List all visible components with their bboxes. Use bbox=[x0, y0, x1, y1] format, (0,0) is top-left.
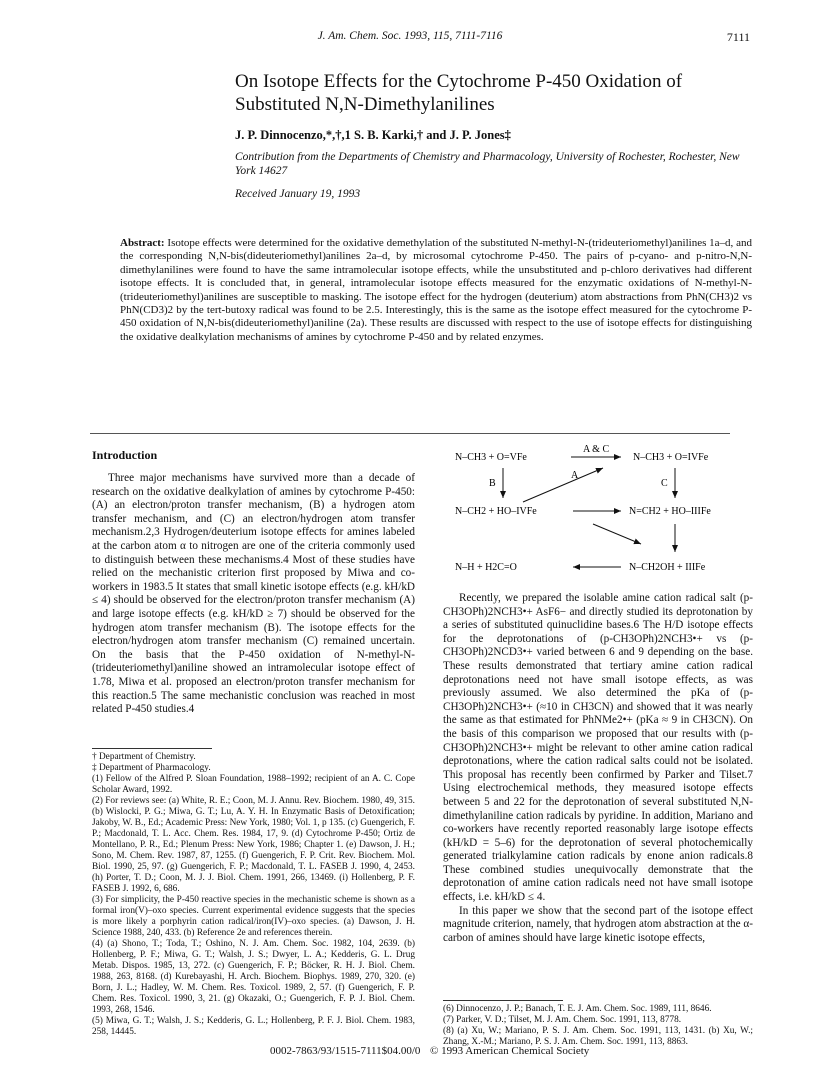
section-divider bbox=[90, 433, 730, 434]
footnotes-right bbox=[443, 1004, 753, 1048]
scheme-arrow-a bbox=[523, 468, 603, 502]
scheme-label-ac: A & C bbox=[583, 444, 610, 455]
footnote: (6) Dinnocenzo, J. P.; Banach, T. E. J. Am. Chem. Soc. 1989, 111, 8646. bbox=[443, 1004, 712, 1014]
footnote: (3) For simplicity, the P-450 reactive species in the mechanistic scheme is shown as a formal iron(V)–oxo species. Current experimental evidence suggests that the species is more likely a porphyrin cation radical/iron(IV)–oxo species. (a) Dawson, J. H. Science 1988, 240, 433. (b) Reference 2e and references therein. bbox=[92, 895, 415, 938]
scheme-arrow-diag bbox=[593, 524, 641, 544]
footnote-divider-left bbox=[92, 748, 212, 749]
abstract-text: Isotope effects were determined for the oxidative demethylation of the substituted N-methyl-N-(trideuteriomethyl)anilines 1a–d, and the corresponding N,N-bis(dideuteriomethyl)anilines 2a–d, by microsomal cytochrome P-450. The pairs of p-cyano- and p-nitro-N,N-dimethylanilines were found to have the same intramolecular isotope effects, while the unsubstituted and p-chloro derivatives had different isotope effects. It is concluded that, in general, intramolecular isotope effects measured for the enzymatic oxidations of N-methyl-N-(trideuteriomethyl)anilines are susceptible to masking. The isotope effect for the hydrogen (deuterium) atom abstractions from PhN(CH3)2 vs PhN(CD3)2 by the tert-butoxy radical was found to be 2.5. Interestingly, this is the same as the isotope effect measured for the cytochrome P-450 oxidation of N,N-bis(dideuteriomethyl)aniline (2a). These results are discussed with respect to the use of isotope effects for distinguishing the oxidative dealkylation mechanisms of amines by cytochrome P-450 and by related enzymes. bbox=[120, 237, 752, 343]
scheme-bottom-right: N–CH2OH + IIIFe bbox=[629, 562, 706, 573]
author-list: J. P. Dinnocenzo,*,†,1 S. B. Karki,† and J. P. Jones‡ bbox=[235, 128, 511, 142]
paragraph: Recently, we prepared the isolable amine cation radical salt (p-CH3OPh)2NCH3•+ AsF6− and directly studied its deprotonation by a series of substituted quinuclidine bases.6 The H/D isotope effects for the deprotonations of (p-CH3OPh)2NCH3•+ vs (p-CH3OPh)2NCD3•+ varied between 6 and 9 depending on the base. These results demonstrated that tertiary amine cation radical deprotonations need not have small isotope effects, as was previously assumed. We also determined the pKa of (p-CH3OPh)2NCH3•+ (≈10 in CH3CN) and showed that it was nearly the same as that estimated for PhNMe2•+ (pKa ≈ 9 in CH3CN). On the basis of this comparison we proposed that our results with (p-CH3OPh)2NCH3•+ might be relevant to other amine cation radical deprotonations, where the cation radical salts could not be isolated. This proposal has recently been confirmed by Parker and Tilset.7 Using electrochemical methods, they measured isotope effects between 5 and 22 for the deprotonation of several substituted N,N-dimethylaniline cation radicals by pyridine. In addition, Mariano and co-workers have recently reported reasonably large isotope effects (kH/kD = 5–6) for the deprotonation of several photochemically generated trialkylamine cation radicals by enone anion radicals.8 These combined studies unequivocally demonstrate that the deprotonation of amine cation radicals need not have small isotope effects, i.e. kH/kD ≤ 4. bbox=[443, 592, 753, 904]
mechanism-scheme bbox=[443, 440, 743, 590]
scheme-bottom-left: N–H + H2C=O bbox=[455, 562, 517, 573]
footnote: (8) (a) Xu, W.; Mariano, P. S. J. Am. Chem. Soc. 1991, 113, 1431. (b) Xu, W.; Zhang, X.-M.; Mariano, P. S. J. Am. Chem. Soc. 1991, 113, 8863. bbox=[443, 1026, 753, 1047]
scheme-mid-left: N–CH2 + HO–IVFe bbox=[455, 506, 537, 517]
footer-code: 0002-7863/93/1515-7111$04.00/0 bbox=[270, 1045, 421, 1057]
footnote: ‡ Department of Pharmacology. bbox=[92, 763, 211, 773]
scheme-label-b: B bbox=[489, 478, 496, 489]
introduction-heading: Introduction bbox=[92, 448, 158, 462]
footnote: (7) Parker, V. D.; Tilset, M. J. Am. Chem. Soc. 1991, 113, 8778. bbox=[443, 1015, 682, 1025]
footer-copyright: © 1993 American Chemical Society bbox=[430, 1045, 590, 1057]
footnote: (2) For reviews see: (a) White, R. E.; Coon, M. J. Annu. Rev. Biochem. 1980, 49, 315. (b) Wislocki, P. G.; Miwa, G. T.; Lu, A. Y. H. In Enzymatic Basis of Detoxification; Jakoby, W. B., Ed.; Academic Press: New York, 1980; Vol. 1, p 135. (c) Guengerich, F. P.; Macdonald, T. L. Acc. Chem. Res. 1984, 17, 9. (d) Cytochrome P-450; Ortiz de Montellano, P. R., Ed.; Plenum Press: New York, 1986; Chapter 1. (e) Dawson, J. H.; Sono, M. Chem. Rev. 1987, 87, 1255. (f) Guengerich, F. P. Crit. Rev. Biochem. Mol. Biol. 1990, 25, 97. (g) Guengerich, F. P.; Macdonald, T. L. FASEB J. 1990, 4, 2453. (h) Porter, T. D.; Coon, M. J. J. Biol. Chem. 1991, 266, 13469. (i) Hollenberg, P. F. FASEB J. 1992, 6, 686. bbox=[92, 796, 415, 894]
scheme-mid-right: N=CH2 + HO–IIIFe bbox=[629, 506, 711, 517]
footnotes-left bbox=[92, 752, 415, 1038]
paragraph: In this paper we show that the second part of the isotope effect magnitude criterion, namely, that hydrogen atom abstraction at the α-carbon of amines should have large kinetic isotope effects, bbox=[443, 904, 753, 944]
footnote: † Department of Chemistry. bbox=[92, 752, 196, 762]
scheme-label-c: C bbox=[661, 478, 668, 489]
footnote: (5) Miwa, G. T.; Walsh, J. S.; Kedderis, G. L.; Hollenberg, P. F. J. Biol. Chem. 1983, 258, 14445. bbox=[92, 1016, 415, 1037]
scheme-top-right: N–CH3 + O=IVFe bbox=[633, 452, 709, 463]
article-title: On Isotope Effects for the Cytochrome P-450 Oxidation of Substituted N,N-Dimethylanilines bbox=[235, 71, 683, 115]
scheme-label-a: A bbox=[571, 470, 579, 481]
abstract bbox=[120, 237, 752, 344]
affiliation: Contribution from the Departments of Chemistry and Pharmacology, University of Rochester, Rochester, New York 14627 bbox=[235, 151, 740, 177]
received-date: Received January 19, 1993 bbox=[235, 188, 361, 200]
running-head: J. Am. Chem. Soc. 1993, 115, 7111-7116 bbox=[317, 30, 503, 42]
introduction-text: Three major mechanisms have survived more than a decade of research on the oxidative dealkylation of amines by cytochrome P-450: (A) an electron/proton transfer mechanism, (B) a hydrogen atom transfer mechanism, and (C) an electron/hydrogen atom transfer mechanism.2,3 Hydrogen/deuterium isotope effects for amines labeled at the carbon atom α to nitrogen are one of the criteria commonly used to distinguish between these mechanisms.4 Most of these studies have relied on the mechanistic criterion first proposed by Miwa and co-workers in 1983.5 It states that small kinetic isotope effects (e.g. kH/kD ≤ 4) should be observed for the electron/proton transfer mechanism (A) and large isotope effects (e.g. kH/kD ≥ 7) should be observed for the hydrogen atom transfer mechanism (B). The isotope effects for the electron/hydrogen atom transfer mechanism (C) remained uncertain. On the basis that the P-450 oxidation of N-methyl-N-(trideuteriomethyl)aniline showed an intramolecular isotope effect of 1.78, Miwa et al. proposed an electron/proton transfer mechanism for this reaction.5 The same mechanistic conclusion was reached in most related P-450 studies.4 bbox=[92, 472, 415, 716]
abstract-label: Abstract: bbox=[120, 237, 165, 249]
scheme-top-left: N–CH3 + O=VFe bbox=[455, 452, 527, 463]
page-number: 7111 bbox=[726, 30, 750, 44]
footnote-divider-right bbox=[443, 1000, 563, 1001]
footnote: (4) (a) Shono, T.; Toda, T.; Oshino, N. J. Am. Chem. Soc. 1982, 104, 2639. (b) Hollenberg, P. F.; Miwa, G. T.; Walsh, J. S.; Dwyer, L. A.; Kedderis, G. L. Drug Metab. Dispos. 1985, 13, 272. (c) Guengerich, F. P.; Böcker, R. H. J. Biol. Chem. 1988, 263, 8168. (d) Kurebayashi, H. Arch. Biochem. Biophys. 1989, 270, 320. (e) Born, J. L.; Hadley, W. M. Chem. Res. Toxicol. 1989, 2, 57. (f) Guengerich, F. P. Chem. Res. Toxicol. 1990, 3, 21. (g) Okazaki, O.; Guengerich, F. P. J. Biol. Chem. 1993, 268, 1546. bbox=[92, 939, 415, 1015]
right-column-text bbox=[443, 592, 753, 945]
footnote: (1) Fellow of the Alfred P. Sloan Foundation, 1988–1992; recipient of an A. C. Cope Scholar Award, 1992. bbox=[92, 774, 415, 795]
